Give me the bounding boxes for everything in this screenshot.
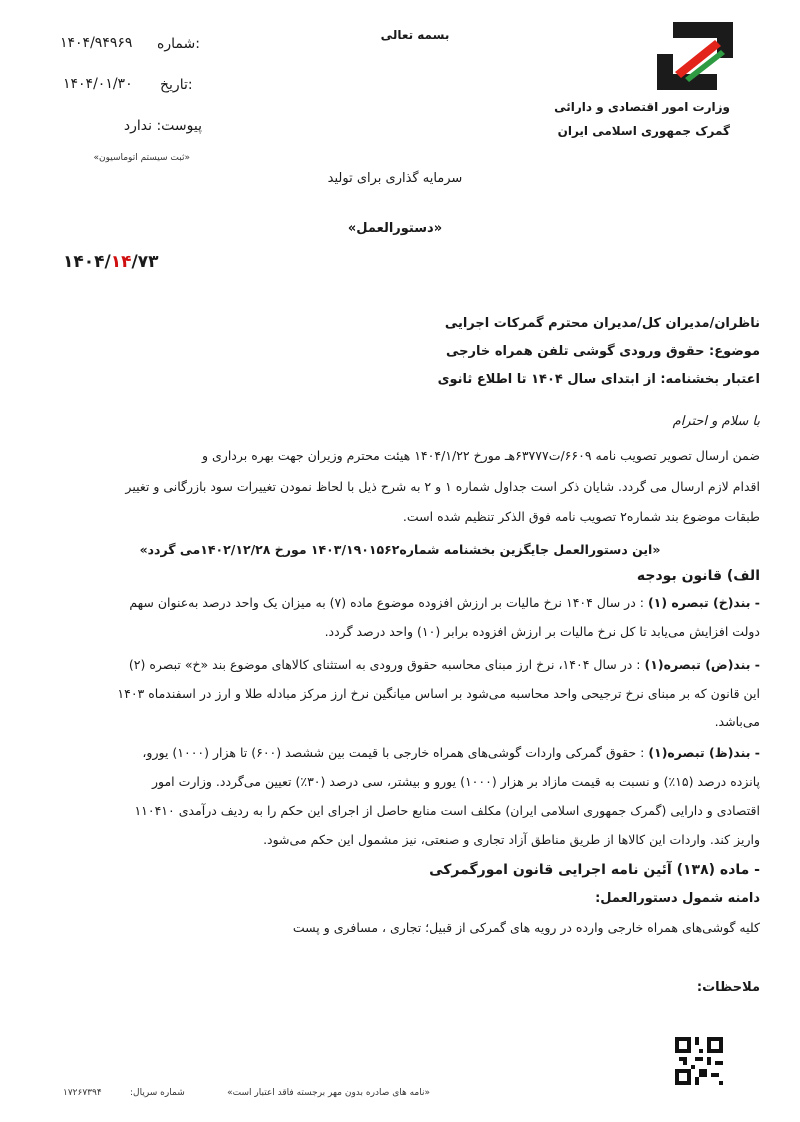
number-value: ۱۴۰۴/۹۴۹۶۹ — [60, 35, 133, 51]
clause-text: : در سال ۱۴۰۴ نرخ مالیات بر ارزش افزوده موضوع ماده (۷) به میزان یک واحد درصد به‌عنوان سهم — [129, 595, 644, 610]
number-label: شماره: — [157, 36, 200, 52]
slogan: سرمایه گذاری برای تولید — [327, 171, 463, 186]
serial-value: ۱۷۲۶۷۳۹۴ — [63, 1088, 102, 1098]
clause-line — [40, 595, 760, 610]
document-code — [63, 252, 158, 272]
footer-validity-note: «نامه های صادره بدون مهر برجسته فاقد اعتبار است» — [227, 1088, 430, 1098]
doc-code-part-2: ۱۴ — [110, 252, 132, 272]
budget-law-title: الف) قانون بودجه — [636, 568, 760, 584]
intro-line: اقدام لازم ارسال می گردد. شایان ذکر است جداول شماره ۱ و ۲ به شرح ذیل با لحاظ نمودن تغییرات سود بازرگانی و تغییر — [125, 479, 760, 494]
validity: اعتبار بخشنامه: از ابتدای سال ۱۴۰۴ تا اطلاع ثانوی — [437, 372, 760, 387]
subject: موضوع: حقوق ورودی گوشی تلفن همراه خارجی — [446, 344, 760, 359]
ministry-name: وزارت امور اقتصادی و دارائی — [554, 100, 730, 114]
clause-text: : در سال ۱۴۰۴، نرخ ارز مبنای محاسبه حقوق ورودی به استثنای کالاهای موضوع بند «خ» تبصره (۲) — [128, 657, 641, 672]
recipients: ناظران/مدیران کل/مدیران محترم گمرکات اجرایی — [444, 316, 760, 331]
clause-line: اقتصادی و دارایی (گمرک جمهوری اسلامی ایران) مکلف است منابع حاصل از اجرای این حکم را به ردیف درآمدی ۱۱۰۴۱۰ — [134, 803, 760, 818]
doc-code-part-1: ۱۴۰۴/ — [63, 252, 111, 272]
customs-logo — [655, 20, 735, 92]
article-138: - ماده (۱۳۸) آئین نامه اجرایی قانون امورگمرکی — [429, 862, 760, 878]
clause-label: - بند(ظ) تبصره(۱) — [648, 745, 760, 760]
clause-line — [40, 745, 760, 760]
intro-line: ضمن ارسال تصویر تصویب نامه ۶۶۰۹/ت۶۳۷۷۷هـ مورخ ۱۴۰۴/۱/۲۲ هیئت محترم وزیران جهت بهره برداری و — [201, 448, 760, 463]
clause-line — [40, 657, 760, 672]
date-value: ۱۴۰۴/۰۱/۳۰ — [63, 76, 133, 92]
clause-label: - بند(خ) تبصره (۱) — [647, 595, 760, 610]
clause-text: : حقوق گمرکی واردات گوشی‌های همراه خارجی با قیمت بین ششصد (۶۰۰) تا هزار (۱۰۰۰) یورو، — [142, 745, 645, 760]
scope-text: کلیه گوشی‌های همراه خارجی وارده در رویه های گمرکی از قبیل؛ تجاری ، مسافری و پست — [292, 920, 760, 935]
system-note: «ثبت سیستم اتوماسیون» — [93, 153, 190, 163]
clause-line: این قانون که بر مبنای نرخ ترجیحی واحد محاسبه می‌شود بر اساس میانگین نرخ ارز مرکز مبادله طلا و ارز در اسفندماه ۱۴۰۳ — [117, 686, 760, 701]
clause-line: می‌باشد. — [714, 714, 760, 729]
replacement-note: «این دستورالعمل جایگزین بخشنامه شماره۱۴۰۳/۱۹۰۱۵۶۲ مورخ ۱۴۰۲/۱۲/۲۸می گردد» — [139, 542, 661, 557]
date-label: تاریخ: — [160, 77, 193, 93]
intro-line: طبقات موضوع بند شماره۲ تصویب نامه فوق الذکر تنظیم شده است. — [402, 509, 760, 524]
scope-title: دامنه شمول دستورالعمل: — [595, 891, 760, 906]
clause-line: پانزده درصد (۱۵٪) و نسبت به قیمت مازاد بر هزار (۱۰۰۰) یورو و بیشتر، سی درصد (۳۰٪) تعیین می‌گردد. وزارت امور — [151, 774, 760, 789]
clause-line: واریز کند. واردات این کالاها از طریق مناطق آزاد تجاری و صنعتی، نیز مشمول این حکم می‌شود. — [263, 832, 760, 847]
remarks-title: ملاحظات: — [696, 980, 760, 995]
clause-line: دولت افزایش می‌یابد تا کل نرخ مالیات بر ارزش افزوده برابر (۱۰) واحد درصد گردد. — [324, 624, 760, 639]
basmala: بسمه تعالی — [380, 28, 450, 42]
document-title: «دستورالعمل» — [347, 221, 443, 236]
doc-code-part-3: /۷۳ — [131, 252, 159, 272]
greeting: با سلام و احترام — [672, 414, 760, 429]
attachment: پیوست: ندارد — [123, 118, 202, 134]
qr-code — [675, 1037, 723, 1085]
clause-label: - بند(ض) تبصره(۱) — [644, 657, 760, 672]
customs-name: گمرک جمهوری اسلامی ایران — [557, 124, 730, 138]
serial-label: شماره سریال: — [130, 1088, 185, 1098]
